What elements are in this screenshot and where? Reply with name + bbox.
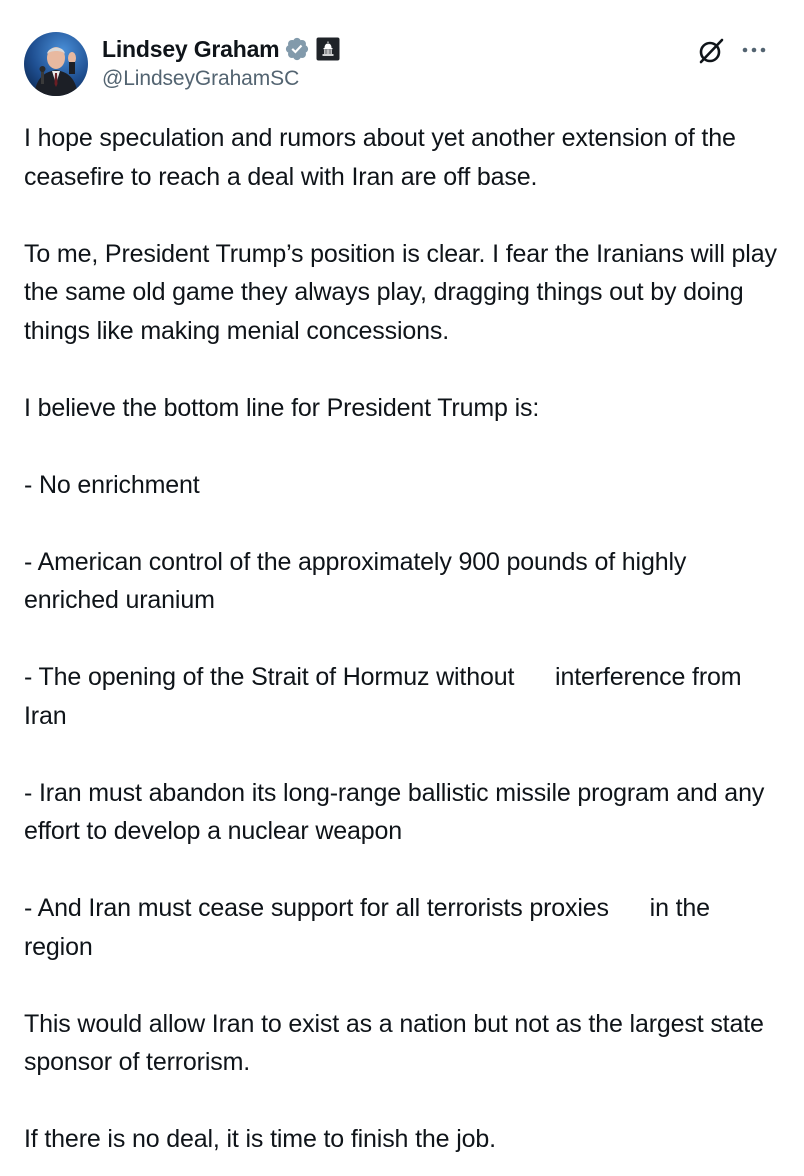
paragraph-gap bbox=[24, 1082, 780, 1121]
list-item: - The opening of the Strait of Hormuz without interference from Iran bbox=[24, 663, 749, 730]
display-name[interactable]: Lindsey Graham bbox=[102, 35, 280, 62]
tweet-text bbox=[24, 119, 784, 1159]
paragraph-gap bbox=[24, 966, 780, 1005]
author-handle[interactable]: @LindseyGrahamSC bbox=[102, 67, 300, 90]
name-row bbox=[102, 34, 340, 64]
paragraph-gap bbox=[24, 350, 780, 389]
paragraph-gap bbox=[24, 851, 780, 890]
paragraph-gap bbox=[24, 196, 780, 235]
paragraph-gap bbox=[24, 620, 780, 659]
tweet-paragraph: I hope speculation and rumors about yet another extension of the ceasefire to reach a deal with Iran are off base. bbox=[24, 124, 743, 191]
tweet-paragraph: If there is no deal, it is time to finish the job. bbox=[24, 1125, 496, 1153]
paragraph-gap bbox=[24, 427, 780, 466]
paragraph-gap bbox=[24, 735, 780, 774]
tweet-header bbox=[24, 32, 780, 96]
tweet-paragraph: I believe the bottom line for President Trump is: bbox=[24, 393, 540, 422]
list-item: - American control of the approximately 900 pounds of highly enriched uranium bbox=[24, 547, 694, 614]
paragraph-gap bbox=[24, 504, 780, 543]
grok-icon[interactable] bbox=[696, 36, 726, 66]
tweet-paragraph: To me, President Trump’s position is clear. I fear the Iranians will play the same old game they always play, dragging things out by doing things like making menial concessions. bbox=[24, 239, 784, 345]
avatar-photo bbox=[24, 32, 88, 96]
list-item: - No enrichment bbox=[24, 470, 200, 499]
tweet-paragraph: This would allow Iran to exist as a nation but not as the largest state sponsor of terrorism. bbox=[24, 1009, 771, 1076]
avatar[interactable] bbox=[24, 32, 88, 96]
list-item: - Iran must abandon its long-range ballistic missile program and any effort to develop a nuclear weapon bbox=[24, 778, 771, 845]
more-options-icon[interactable] bbox=[740, 38, 768, 62]
verified-badge-icon[interactable] bbox=[284, 36, 310, 62]
government-building-icon[interactable] bbox=[316, 37, 340, 61]
list-item: - And Iran must cease support for all terrorists proxies in the region bbox=[24, 894, 717, 961]
author-names bbox=[102, 34, 340, 91]
